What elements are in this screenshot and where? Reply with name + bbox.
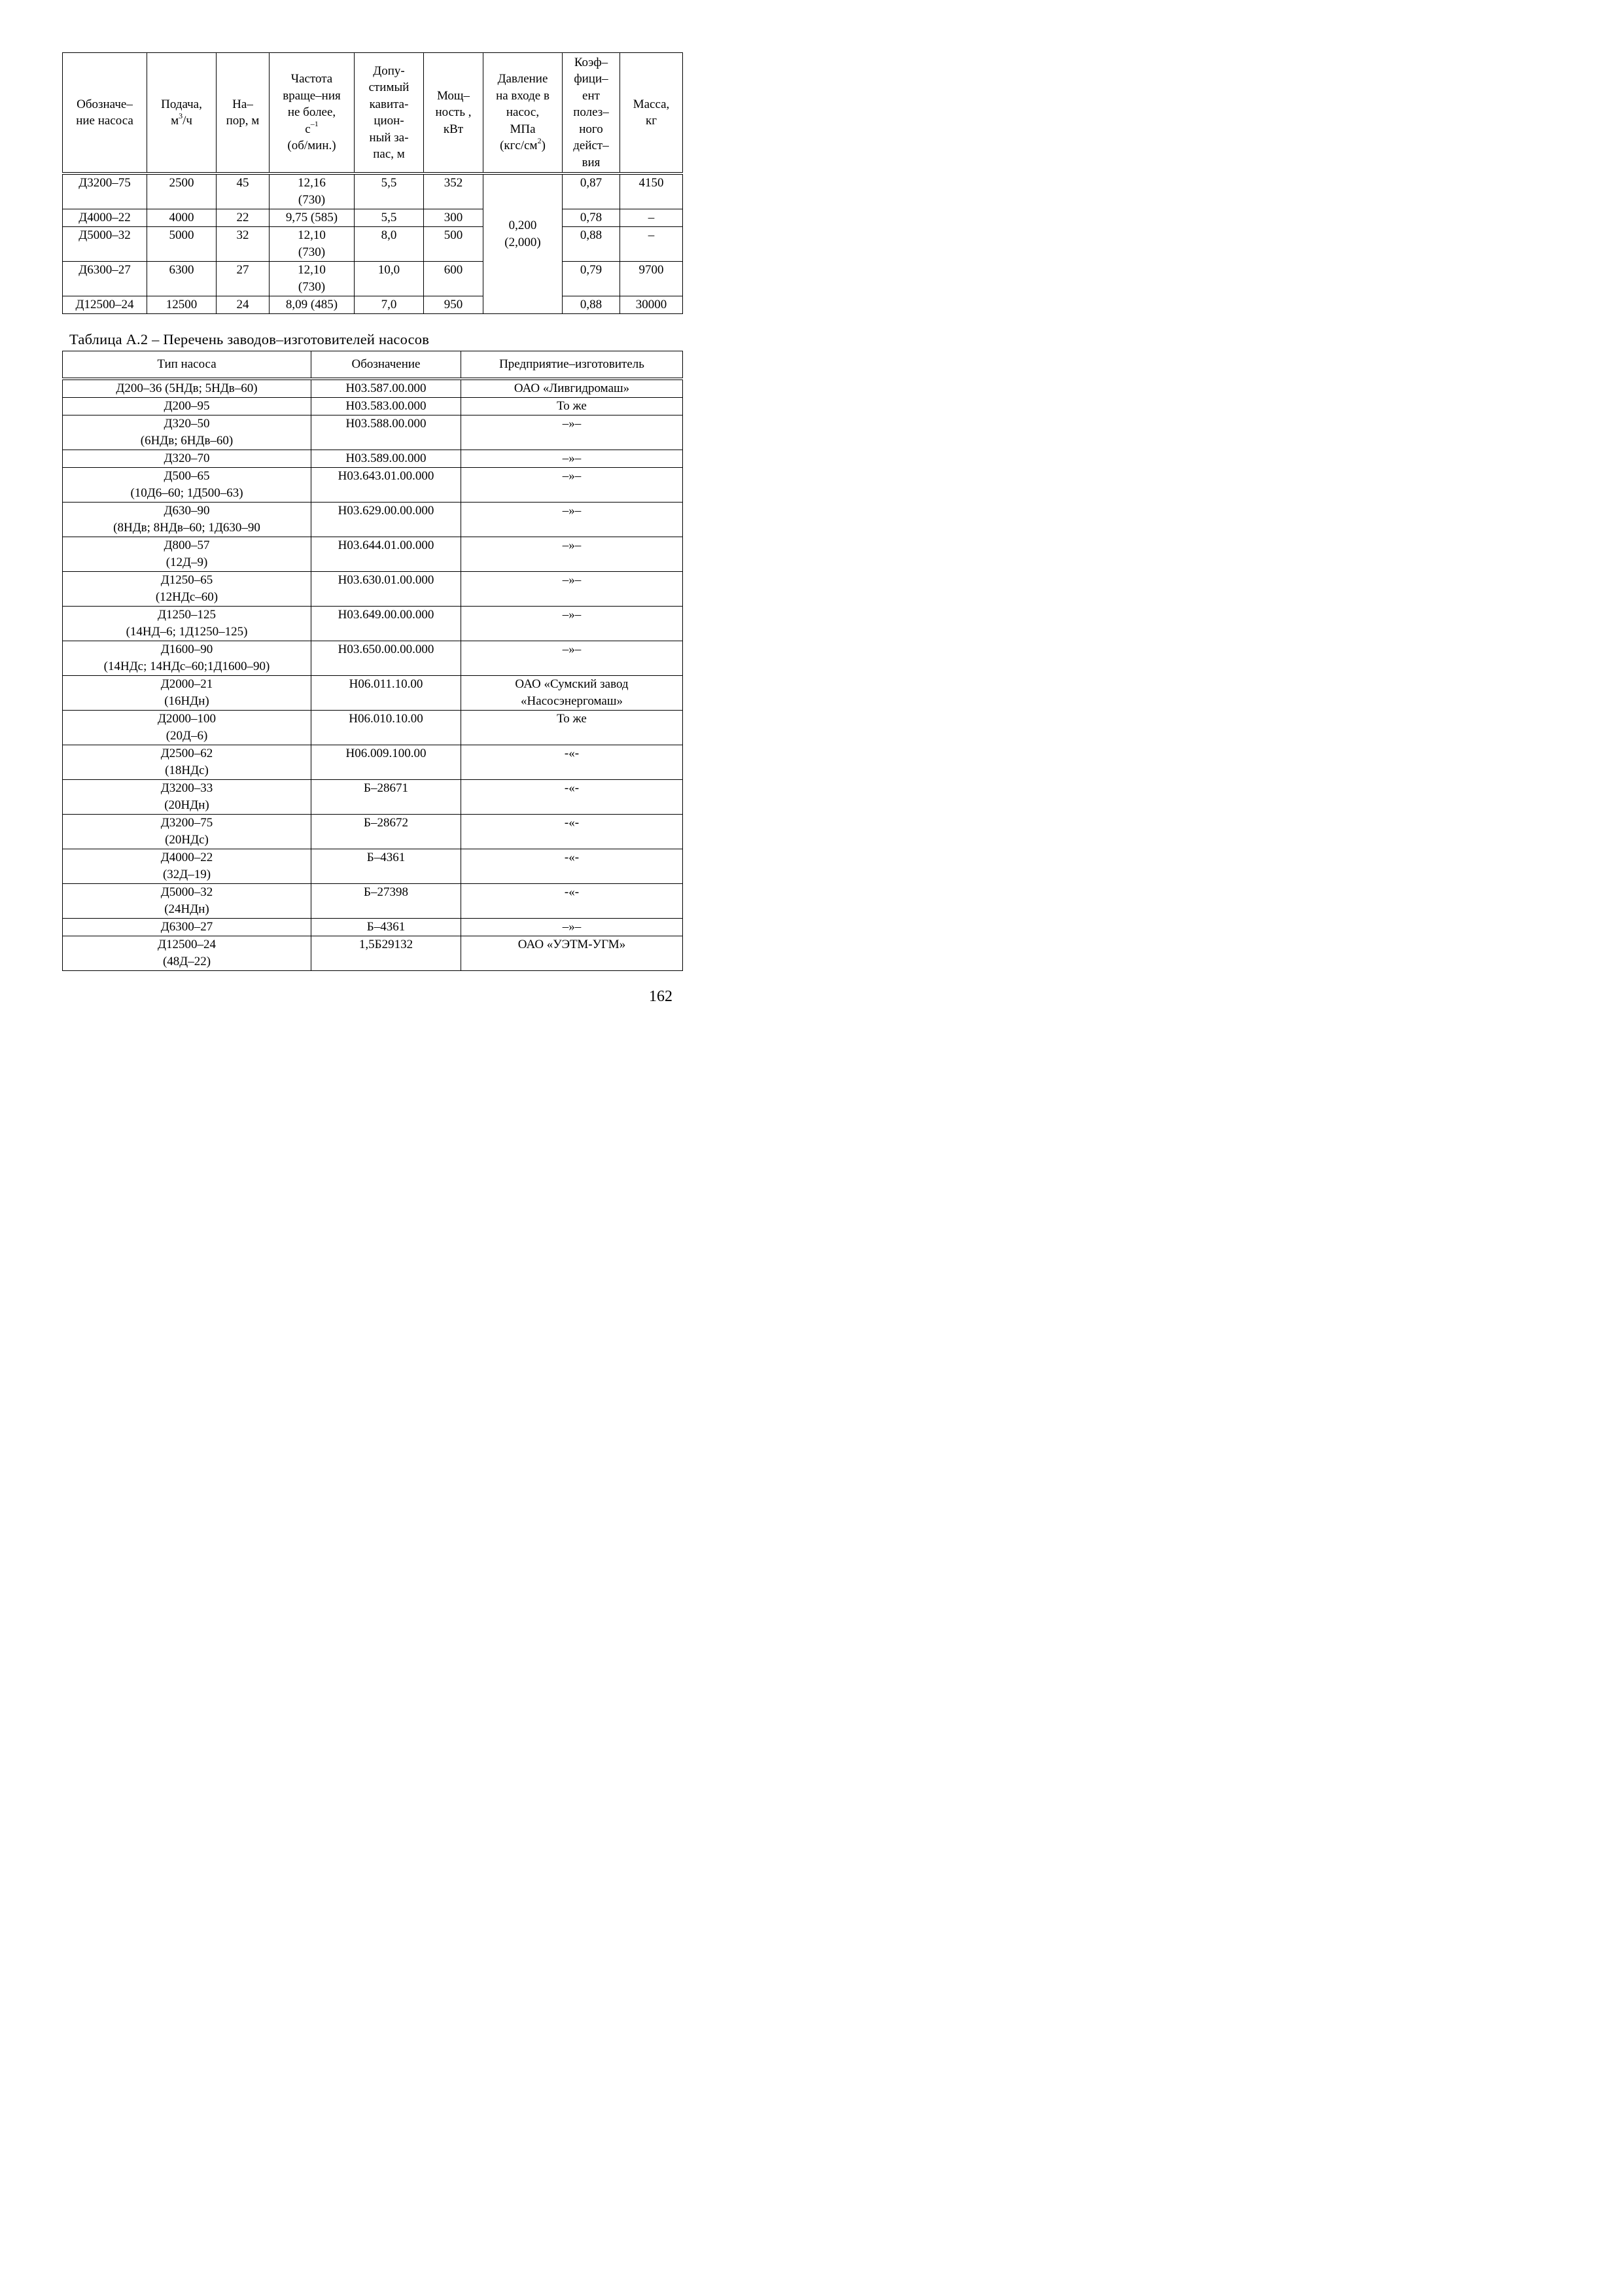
cell-manufacturer: ОАО «УЭТМ-УГМ» [461,936,683,971]
table-row [63,227,683,262]
cell-power: 300 [424,209,483,227]
header-head: На– пор, м [217,53,270,174]
cell-manufacturer: –»– [461,607,683,641]
cell-mass: 4150 [620,173,683,209]
cell-designation: Н06.011.10.00 [311,676,461,711]
cell-manufacturer: ОАО «Ливгидромаш» [461,379,683,398]
cell-designation: Н03.587.00.000 [311,379,461,398]
cell-pump-type: Д3200–75 (20НДс) [63,815,311,849]
cell-manufacturer: –»– [461,537,683,572]
cell-pump-type: Д4000–22 (32Д–19) [63,849,311,884]
cell-pump-type: Д200–95 [63,398,311,415]
cell-pump-type: Д1250–125 (14НД–6; 1Д1250–125) [63,607,311,641]
cell-manufacturer: –»– [461,641,683,676]
cell-manufacturer: ОАО «Сумский завод «Насосэнергомаш» [461,676,683,711]
header-designation: Обозначе– ние насоса [63,53,147,174]
cell-designation: Н03.643.01.00.000 [311,468,461,503]
table-row [63,780,683,815]
cell-manufacturer: -«- [461,745,683,780]
cell-manufacturer: -«- [461,849,683,884]
cell-pump-type: Д3200–33 (20НДн) [63,780,311,815]
cell-power: 600 [424,262,483,296]
header-manufacturer: Предприятие–изготовитель [461,351,683,380]
cell-flow: 2500 [147,173,217,209]
cell-pump-type: Д2000–21 (16НДн) [63,676,311,711]
cell-manufacturer: –»– [461,468,683,503]
table-row [63,711,683,745]
cell-designation: Н03.650.00.00.000 [311,641,461,676]
table-row [63,572,683,607]
cell-designation: Н03.583.00.000 [311,398,461,415]
cell-designation: Б–28672 [311,815,461,849]
cell-designation: Б–4361 [311,849,461,884]
cell-pump-type: Д200–36 (5НДв; 5НДв–60) [63,379,311,398]
cell-designation: Б–28671 [311,780,461,815]
manufacturers-table [62,351,683,971]
table-row [63,936,683,971]
cell-flow: 6300 [147,262,217,296]
cell-head: 24 [217,296,270,314]
table-row [63,537,683,572]
cell-designation: Н03.630.01.00.000 [311,572,461,607]
table-row [63,815,683,849]
cell-flow: 5000 [147,227,217,262]
table-caption: Таблица А.2 – Перечень заводов–изготовителей насосов [69,331,430,347]
header-mass: Масса, кг [620,53,683,174]
cell-power: 500 [424,227,483,262]
cell-designation: Н06.009.100.00 [311,745,461,780]
cell-pump-type: Д2000–100 (20Д–6) [63,711,311,745]
cell-pump-type: Д12500–24 (48Д–22) [63,936,311,971]
cell-pump-type: Д800–57 (12Д–9) [63,537,311,572]
cell-mass: 30000 [620,296,683,314]
header-pump-type: Тип насоса [63,351,311,380]
cell-manufacturer: –»– [461,919,683,936]
cell-designation: Д6300–27 [63,262,147,296]
cell-power: 950 [424,296,483,314]
cell-efficiency: 0,88 [563,227,620,262]
header-efficiency: Коэф– фици– ент полез– ного дейст– вия [563,53,620,174]
table-row [63,209,683,227]
cell-manufacturer: –»– [461,450,683,468]
cell-pump-type: Д6300–27 [63,919,311,936]
manufacturers-table-body [63,379,683,971]
cell-pressure-merged: 0,200 (2,000) [483,173,563,314]
cell-efficiency: 0,88 [563,296,620,314]
table-row [63,450,683,468]
cell-manufacturer: -«- [461,815,683,849]
cell-speed: 12,10 (730) [270,262,355,296]
cell-designation: Н06.010.10.00 [311,711,461,745]
table-row [63,849,683,884]
cell-speed: 12,16 (730) [270,173,355,209]
header-designation: Обозначение [311,351,461,380]
cell-flow: 4000 [147,209,217,227]
cell-designation: Б–4361 [311,919,461,936]
cell-pump-type: Д500–65 (10Д6–60; 1Д500–63) [63,468,311,503]
table-row [63,745,683,780]
cell-npsh: 5,5 [355,209,424,227]
table-row [63,641,683,676]
cell-designation: Д12500–24 [63,296,147,314]
table-header-row [63,351,683,380]
cell-efficiency: 0,79 [563,262,620,296]
cell-speed: 8,09 (485) [270,296,355,314]
cell-speed: 12,10 (730) [270,227,355,262]
cell-designation: Б–27398 [311,884,461,919]
table-row [63,296,683,314]
cell-designation: Н03.644.01.00.000 [311,537,461,572]
cell-speed: 9,75 (585) [270,209,355,227]
table-row [63,607,683,641]
table-header-row [63,53,683,174]
header-speed: Частота враще–ния не более, $с^{-1}$ (об/мин.) [270,53,355,174]
cell-manufacturer: –»– [461,572,683,607]
cell-head: 22 [217,209,270,227]
cell-manufacturer: -«- [461,780,683,815]
cell-head: 27 [217,262,270,296]
cell-mass: 9700 [620,262,683,296]
cell-power: 352 [424,173,483,209]
cell-head: 45 [217,173,270,209]
header-npsh: Допу- стимый кавита- цион- ный за- пас, м [355,53,424,174]
table-row [63,415,683,450]
table-row [63,173,683,209]
cell-pump-type: Д1250–65 (12НДс–60) [63,572,311,607]
cell-manufacturer: То же [461,711,683,745]
cell-npsh: 10,0 [355,262,424,296]
cell-designation: Н03.588.00.000 [311,415,461,450]
table-row [63,503,683,537]
header-pressure: Давление на входе в насос, МПа $(кгс/см^2)$ [483,53,563,174]
cell-pump-type: Д630–90 (8НДв; 8НДв–60; 1Д630–90 [63,503,311,537]
cell-designation: Д5000–32 [63,227,147,262]
cell-npsh: 8,0 [355,227,424,262]
table-row [63,398,683,415]
cell-pump-type: Д1600–90 (14НДс; 14НДс–60;1Д1600–90) [63,641,311,676]
cell-designation: Д3200–75 [63,173,147,209]
cell-efficiency: 0,78 [563,209,620,227]
cell-designation: 1,5Б29132 [311,936,461,971]
cell-designation: Д4000–22 [63,209,147,227]
cell-manufacturer: -«- [461,884,683,919]
cell-manufacturer: –»– [461,503,683,537]
header-flow: Подача, $м^3/ч$ [147,53,217,174]
cell-mass: – [620,209,683,227]
cell-flow: 12500 [147,296,217,314]
cell-mass: – [620,227,683,262]
table-row [63,468,683,503]
table-row [63,676,683,711]
cell-manufacturer: –»– [461,415,683,450]
cell-npsh: 5,5 [355,173,424,209]
cell-pump-type: Д2500–62 (18НДс) [63,745,311,780]
table-row [63,884,683,919]
table-row [63,262,683,296]
cell-pump-type: Д320–50 (6НДв; 6НДв–60) [63,415,311,450]
cell-manufacturer: То же [461,398,683,415]
cell-designation: Н03.589.00.000 [311,450,461,468]
cell-pump-type: Д320–70 [63,450,311,468]
page-number: 162 [649,988,672,1005]
pump-specs-table [62,52,683,314]
cell-designation: Н03.649.00.00.000 [311,607,461,641]
cell-efficiency: 0,87 [563,173,620,209]
cell-designation: Н03.629.00.00.000 [311,503,461,537]
table-row [63,919,683,936]
cell-npsh: 7,0 [355,296,424,314]
table-row [63,379,683,398]
header-power: Мощ– ность , кВт [424,53,483,174]
cell-pump-type: Д5000–32 (24НДн) [63,884,311,919]
cell-head: 32 [217,227,270,262]
